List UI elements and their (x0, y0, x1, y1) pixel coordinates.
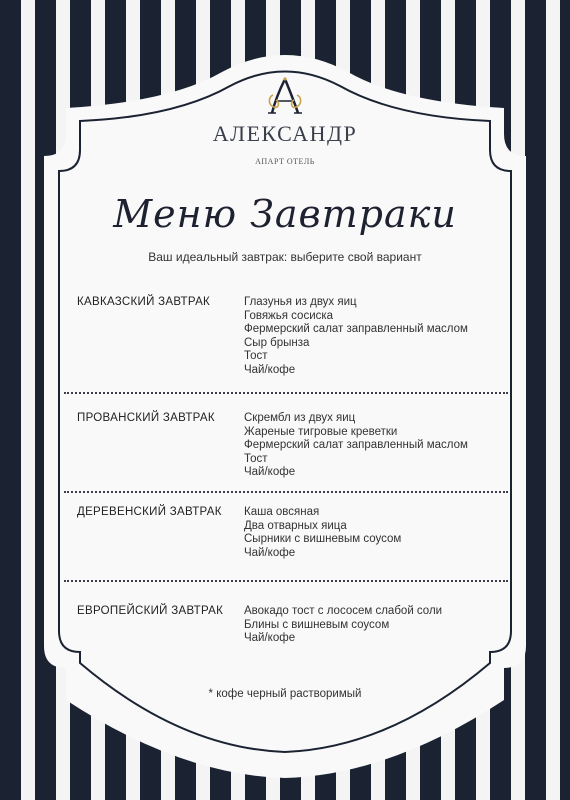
section-name-village: ДЕРЕВЕНСКИЙ ЗАВТРАК (77, 506, 222, 518)
section-name-european: ЕВРОПЕЙСКИЙ ЗАВТРАК (77, 605, 224, 617)
menu-item: Блины с вишневым соусом (244, 618, 390, 631)
menu-item: Жареные тигровые креветки (244, 425, 398, 438)
menu-subtitle: Ваш идеальный завтрак: выберите свой вариант (148, 250, 422, 264)
section-divider (64, 491, 508, 493)
brand-subtitle: АПАРТ ОТЕЛЬ (255, 157, 315, 166)
menu-item: Сыр брынза (244, 336, 310, 349)
menu-item: Глазунья из двух яиц (244, 296, 357, 308)
section-items-caucasian (244, 296, 468, 378)
section-items-european (244, 605, 442, 646)
menu-item: Фермерский салат заправленный маслом (244, 439, 468, 452)
section-name-provence: ПРОВАНСКИЙ ЗАВТРАК (77, 412, 215, 424)
menu-item: Чай/кофе (244, 632, 296, 645)
menu-item: Каша овсяная (244, 506, 320, 518)
section-divider (64, 392, 508, 394)
menu-item: Тост (244, 452, 268, 465)
section-name-caucasian: КАВКАЗСКИЙ ЗАВТРАК (77, 296, 211, 308)
footnote: * кофе черный растворимый (208, 688, 362, 700)
menu-item: Авокадо тост с лососем слабой соли (244, 605, 443, 617)
menu-item: Тост (244, 350, 268, 363)
menu-item: Чай/кофе (244, 546, 296, 559)
section-items-provence (244, 412, 468, 480)
menu-item: Два отварных яица (244, 519, 347, 532)
menu-item: Чай/кофе (244, 466, 296, 479)
menu-item: Скрембл из двух яиц (244, 412, 356, 424)
menu-item: Говяжья сосиска (244, 309, 334, 322)
menu-item: Чай/кофе (244, 363, 296, 376)
section-divider (64, 580, 508, 582)
brand-name: АЛЕКСАНДР (212, 121, 358, 146)
menu-item: Фермерский салат заправленный маслом (244, 323, 468, 336)
menu-title: Меню Завтраки (113, 192, 457, 236)
section-items-village (244, 506, 401, 560)
menu-item: Сырники с вишневым соусом (244, 533, 402, 546)
logo-monogram-icon (265, 75, 305, 119)
